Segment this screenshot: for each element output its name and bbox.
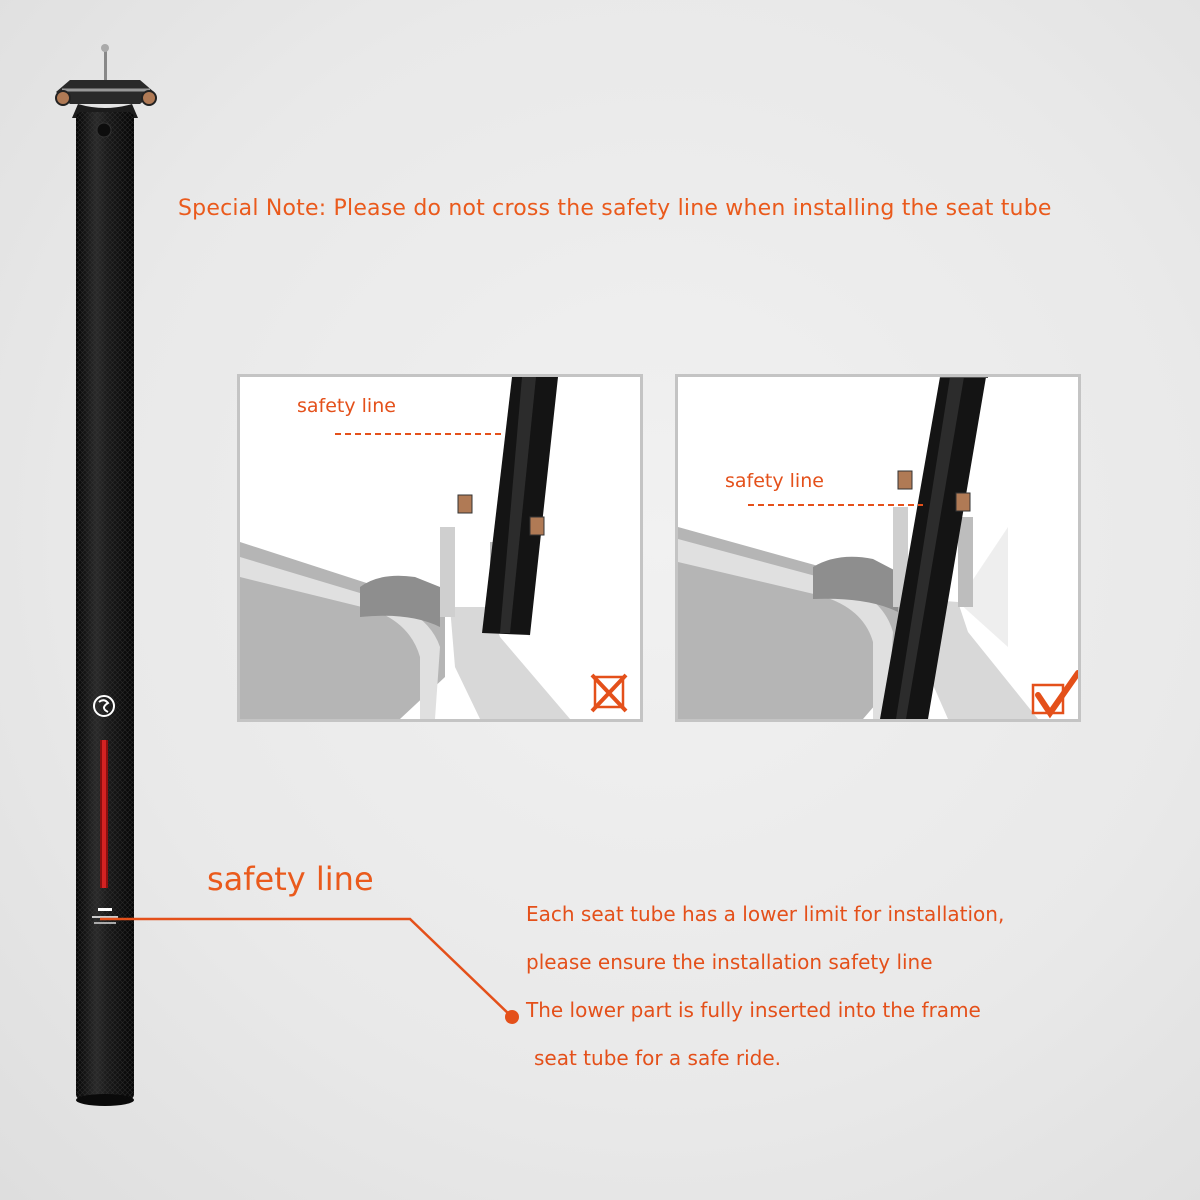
correct-installation-panel [675,374,1081,722]
description-line: Each seat tube has a lower limit for installation, [526,902,1005,926]
panel-safety-line-label: safety line [297,395,396,417]
safety-line-pointer [100,919,519,1024]
description-line: seat tube for a safe ride. [534,1046,782,1070]
panel-safety-line-label: safety line [725,470,824,492]
check-mark-icon [1033,673,1078,713]
description-line: The lower part is fully inserted into the frame [526,998,981,1022]
measurement-scale [100,740,108,888]
saddle-clamp [56,44,156,118]
cross-mark-icon [592,675,626,711]
seatpost-tube [76,112,134,1106]
frame-illustration-correct [678,377,1078,719]
incorrect-installation-panel [237,374,643,722]
description-text [526,902,1126,1094]
special-note-text: Special Note: Please do not cross the safety line when installing the seat tube [178,196,1052,221]
main-safety-line-label: safety line [207,860,374,898]
description-line: please ensure the installation safety line [526,950,933,974]
frame-illustration-incorrect [240,377,640,719]
